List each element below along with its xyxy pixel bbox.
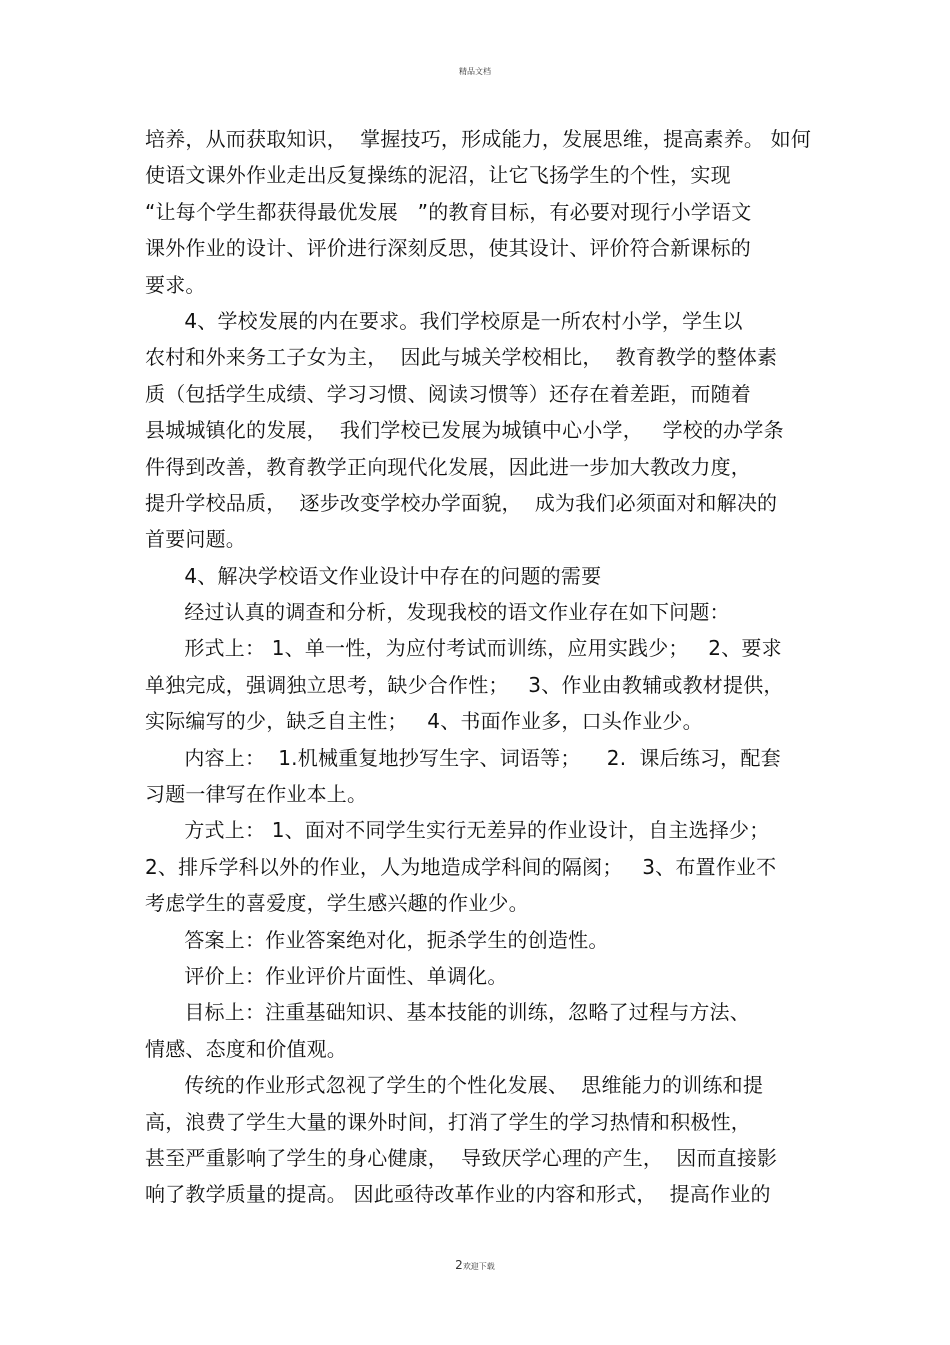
text-line: 甚至严重影响了学生的身心健康， 导致厌学心理的产生， 因而直接影 (145, 1145, 778, 1170)
page-footer (0, 1258, 950, 1272)
text-line: 培养，从而获取知识， 掌握技巧，形成能力，发展思维，提高素养。 如何 (145, 127, 812, 151)
text-line: 4、学校发展的内在要求。我们学校原是一所农村小学，学生以 (145, 308, 743, 333)
text-line: 高，浪费了学生大量的课外时间，打消了学生的学习热情和积极性， (145, 1109, 751, 1134)
text-line: 件得到改善，教育教学正向现代化发展，因此进一步加大教改力度， (145, 454, 751, 479)
text-line: 首要问题。 (145, 527, 246, 552)
text-line: 农村和外来务工子女为主， 因此与城关学校相比， 教育教学的整体素 (145, 345, 778, 370)
text-line: 质（包括学生成绩、学习习惯、阅读习惯等）还存在着差距，而随着 (145, 381, 751, 406)
text-line: 单独完成，强调独立思考，缺少合作性； 3、作业由教辅或教材提供， (145, 672, 784, 697)
text-line: 习题一律写在作业本上。 (145, 782, 368, 807)
text-line: 评价上：作业评价片面性、单调化。 (145, 963, 508, 988)
document-body (145, 121, 815, 1213)
text-line: 目标上：注重基础知识、基本技能的训练，忽略了过程与方法、 (145, 1000, 750, 1025)
text-line: 使语文课外作业走出反复操练的泥沼，让它飞扬学生的个性，实现 (145, 163, 731, 188)
text-line: 答案上：作业答案绝对化，扼杀学生的创造性。 (145, 927, 609, 952)
text-line: 课外作业的设计、评价进行深刻反思，使其设计、评价符合新课标的 (145, 236, 751, 261)
text-line: 县城城镇化的发展， 我们学校已发展为城镇中心小学， 学校的办学条 (145, 418, 784, 443)
text-line: 情感、态度和价值观。 (145, 1036, 347, 1061)
text-line: 传统的作业形式忽视了学生的个性化发展、 思维能力的训练和提 (145, 1073, 764, 1098)
page-number: 2 (455, 1258, 463, 1272)
text-line: 方式上： 1、面对不同学生实行无差异的作业设计，自主选择少； (145, 818, 770, 843)
text-line: 形式上： 1、单一性，为应付考试而训练，应用实践少； 2、要求 (145, 636, 782, 661)
text-line: 2、排斥学科以外的作业，人为地造成学科间的隔阂； 3、布置作业不 (145, 854, 777, 879)
text-line: 要求。 (145, 272, 206, 297)
page-header: 精品文档 (459, 67, 491, 76)
text-line: 响了教学质量的提高。 因此亟待改革作业的内容和形式， 提高作业的 (145, 1182, 771, 1207)
footer-text: 欢迎下载 (462, 1262, 495, 1271)
text-line: 考虑学生的喜爱度，学生感兴趣的作业少。 (145, 891, 529, 916)
text-line: 经过认真的调查和分析，发现我校的语文作业存在如下问题： (145, 600, 730, 625)
text-line: 提升学校品质， 逐步改变学校办学面貌， 成为我们必须面对和解决的 (145, 490, 778, 515)
text-line: 实际编写的少，缺乏自主性； 4、书面作业多，口头作业少。 (145, 709, 703, 734)
text-line: “让每个学生都获得最优发展 ”的教育目标，有必要对现行小学语文 (145, 199, 752, 224)
text-line: 内容上： 1.机械重复地抄写生字、词语等； 2. 课后练习，配套 (145, 745, 781, 770)
text-line: 4、解决学校语文作业设计中存在的问题的需要 (145, 563, 602, 588)
